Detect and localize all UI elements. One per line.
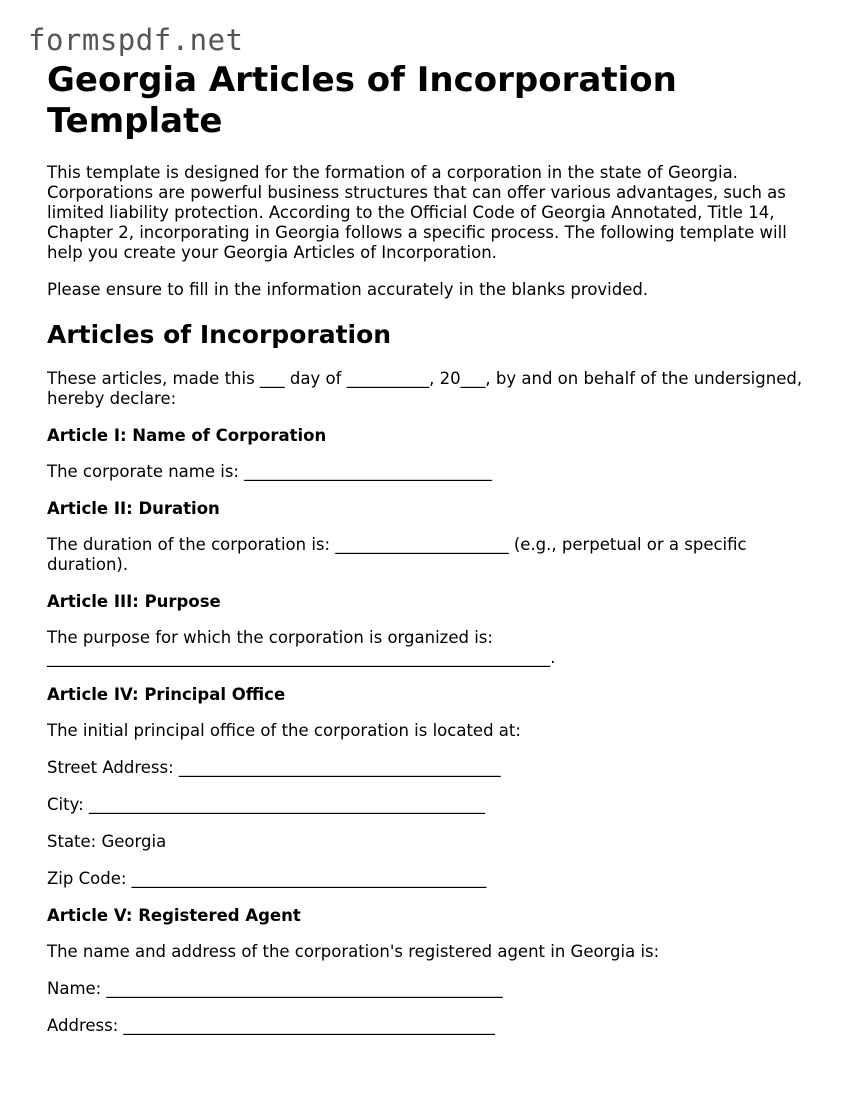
declaration-paragraph: These articles, made this ___ day of __________, 20___, by and on behalf of the undersigned, hereby declare: bbox=[47, 369, 803, 408]
street-address-line: Street Address: _______________________________________ bbox=[47, 758, 501, 777]
watermark-logo: formspdf.net bbox=[28, 23, 244, 57]
city-line: City: ________________________________________________ bbox=[47, 795, 485, 814]
purpose-line: The purpose for which the corporation is organized is: _____________________________________________________________. bbox=[47, 628, 556, 667]
instruction-paragraph: Please ensure to fill in the information accurately in the blanks provided. bbox=[47, 280, 649, 299]
intro-paragraph: This template is designed for the formation of a corporation in the state of Georgia. Corporations are powerful business structures that can offer various advantages, such as limited liability protection. According to the Official Code of Georgia Annotated, Title 14, Chapter 2, incorporating in Georgia follows a specific process. The following template will help you create your Georgia Articles of Incorporation. bbox=[47, 163, 787, 262]
registered-agent-intro: The name and address of the corporation's registered agent in Georgia is: bbox=[47, 942, 660, 961]
article-5-heading: Article V: Registered Agent bbox=[47, 906, 301, 925]
article-1-heading: Article I: Name of Corporation bbox=[47, 426, 327, 445]
corporate-name-line: The corporate name is: ______________________________ bbox=[47, 462, 492, 481]
article-4-heading: Article IV: Principal Office bbox=[47, 685, 286, 704]
duration-line: The duration of the corporation is: _____________________ (e.g., perpetual or a specific duration). bbox=[47, 535, 747, 574]
state-line: State: Georgia bbox=[47, 832, 167, 851]
agent-address-line: Address: _____________________________________________ bbox=[47, 1016, 495, 1035]
document-title: Georgia Articles of Incorporation Template bbox=[47, 60, 677, 141]
article-2-heading: Article II: Duration bbox=[47, 499, 220, 518]
article-3-heading: Article III: Purpose bbox=[47, 592, 221, 611]
principal-office-intro: The initial principal office of the corporation is located at: bbox=[47, 721, 521, 740]
section-title: Articles of Incorporation bbox=[47, 320, 392, 349]
document-body bbox=[47, 60, 822, 1053]
zip-code-line: Zip Code: ___________________________________________ bbox=[47, 869, 487, 888]
agent-name-line: Name: ________________________________________________ bbox=[47, 979, 503, 998]
